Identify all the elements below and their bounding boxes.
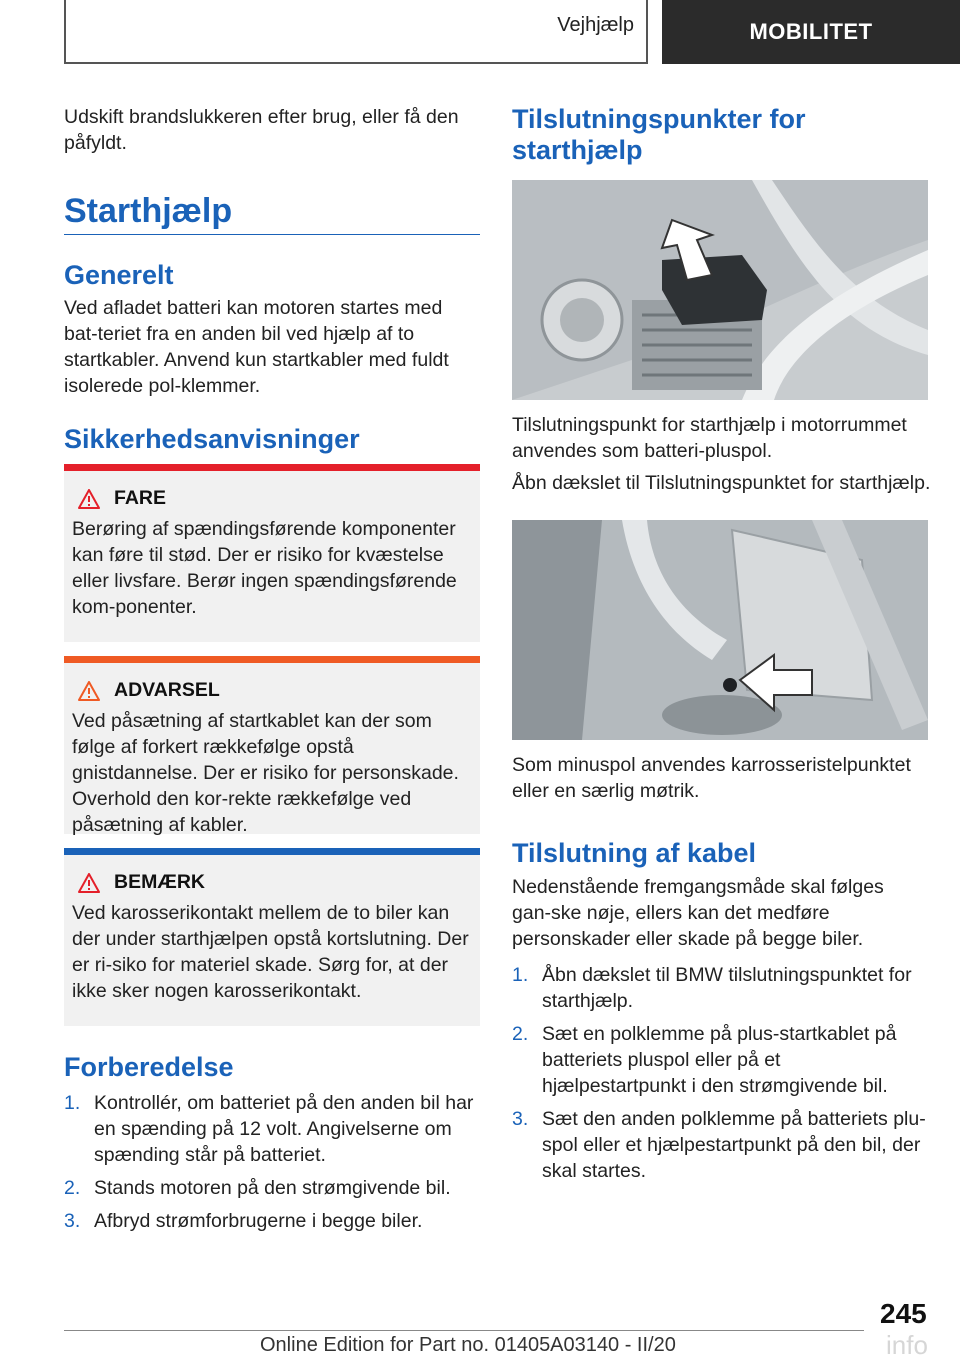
warning-triangle-icon [78,873,100,893]
safety-heading: Sikkerhedsanvisninger [64,424,360,454]
list-item: 2. Stands motoren på den strømgivende bil. [64,1177,451,1199]
forberedelse-heading: Forberedelse [64,1052,234,1082]
kabel-list [512,962,928,1191]
footer-rule [64,1330,864,1331]
page-number: 245 [880,1298,927,1329]
photo1-caption-2: Åbn dækslet til Tilslutningspunktet for starthjælp. [512,472,931,494]
warning-text: Ved påsætning af startkablet kan der som følge af forkert rækkefølge opstå gnistdannelse. Der er risiko for personskade. Overhold den kor-rekte rækkefølge ved påsætning af kabler. [72,710,459,836]
warning-bar [64,656,480,663]
warning-bar [64,848,480,855]
warning-box-caution [64,656,480,834]
header-section-label: Vejhjælp [557,14,634,36]
warning-box-danger [64,464,480,642]
list-item: 1. Åbn dækslet til BMW tilslutningspunktet for starthjælp. [512,964,912,1012]
header-chapter-tab: MOBILITET [662,0,960,64]
warning-triangle-icon [78,681,100,701]
photo1-caption: Tilslutningspunkt for starthjælp i motorrummet anvendes som batteri-pluspol. [512,414,907,462]
generelt-text: Ved afladet batteri kan motoren startes med bat-teriet fra en anden bil ved hjælp af to startkabler. Anvend kun startkabler med fuldt isolerede pol-klemmer. [64,297,449,397]
warning-text: Berøring af spændingsførende komponenter kan føre til stød. Der er risiko for kvæstelse eller livsfare. Berør ingen spændingsførende kom-ponenter. [72,518,457,618]
title-rule [64,234,480,235]
list-item: 3. Afbryd strømforbrugerne i begge biler. [64,1210,423,1232]
warning-title: FARE [114,487,167,509]
list-item: 3. Sæt den anden polklemme på batteriets plu-spol eller et hjælpestartpunkt på den bil, der skal startes. [512,1108,926,1182]
page-title: Starthjælp [64,192,233,230]
header-section-box [64,0,648,64]
generelt-heading: Generelt [64,260,174,290]
warning-title: ADVARSEL [114,679,220,701]
footer-edition: Online Edition for Part no. 01405A03140 - II/20 [260,1334,676,1356]
engine-bay-photo-minus [512,520,928,740]
list-item: 2. Sæt en polklemme på plus-startkablet på batteriets pluspol eller på et hjælpestartpunkt i den strømgivende bil. [512,1023,897,1097]
warning-text: Ved karosserikontakt mellem de to biler kan der under starthjælpen opstå kortslutning. Der er ri-siko for materiel skade. Sørg for, at der ikke sker nogen karosserikontakt. [72,902,469,1002]
warning-title: BEMÆRK [114,871,205,893]
warning-box-notice [64,848,480,1026]
forberedelse-list [64,1090,480,1241]
warning-bar [64,464,480,471]
tilslutning-heading: Tilslutningspunkter for starthjælp [512,104,806,165]
photo2-caption: Som minuspol anvendes karrosseristelpunktet eller en særlig møtrik. [512,754,911,802]
list-item: 1. Kontrollér, om batteriet på den anden bil har en spænding på 12 volt. Angivelserne om spænding står på batteriet. [64,1092,474,1166]
brand-watermark: info [886,1330,928,1360]
kabel-heading: Tilslutning af kabel [512,838,757,868]
warning-triangle-icon [78,489,100,509]
kabel-text: Nedenstående fremgangsmåde skal følges gan-ske nøje, ellers kan det medføre personskader eller skade på begge biler. [512,876,884,950]
intro-text: Udskift brandslukkeren efter brug, eller få den påfyldt. [64,106,459,154]
engine-bay-photo-plus [512,180,928,400]
